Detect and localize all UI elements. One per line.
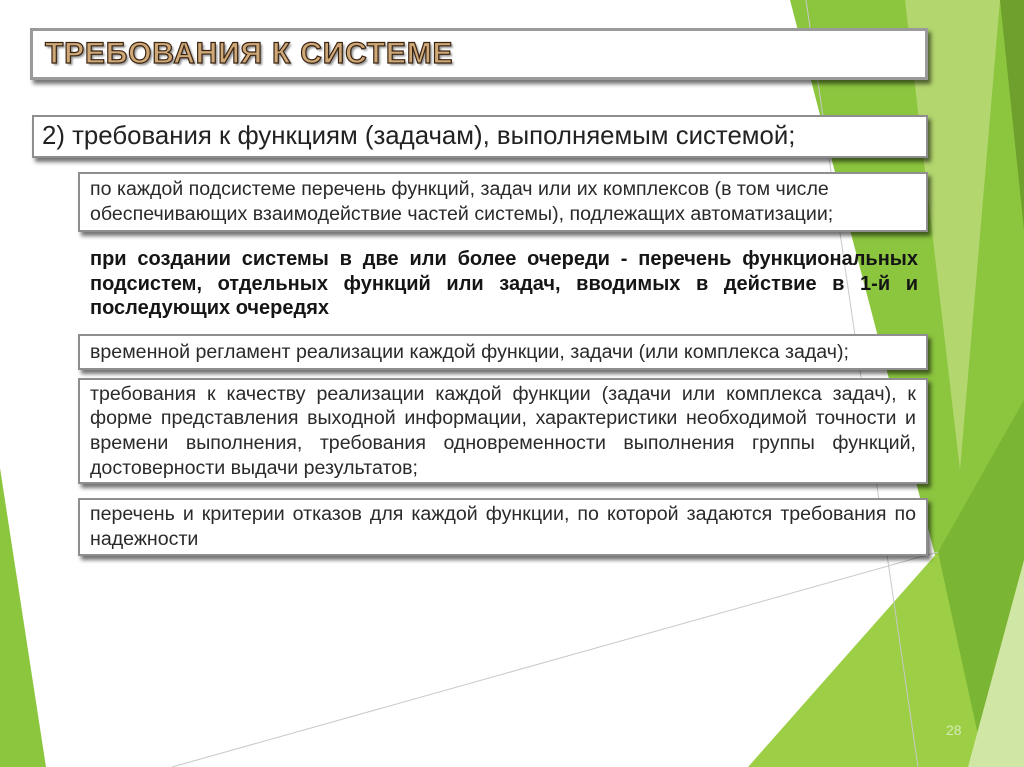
requirement-box-4 <box>78 498 928 556</box>
page-number: 28 <box>946 722 962 738</box>
requirement-box-2 <box>78 334 928 370</box>
requirement-box-1 <box>78 172 928 232</box>
requirement-text-3: требования к качеству реализации каждой функции (задачи или комплекса задач), к форме представления выходной информации, характеристики необходимой точности и времени выполнения, требования одновременности выполнения группы функций, достоверности выдачи результатов; <box>90 382 916 479</box>
requirement-text-1: по каждой подсистеме перечень функций, задач или их комплексов (в том числе обеспечивающих взаимодействие частей системы), подлежащих автоматизации; <box>90 178 834 225</box>
subtitle-box <box>32 115 928 158</box>
requirement-box-3 <box>78 378 928 484</box>
bold-note: при создании системы в две или более очереди - перечень функциональных подсистем, отдельных функций или задач, вводимых в действие в 1-й и последующих очередях <box>90 248 918 319</box>
requirement-text-4: перечень и критерии отказов для каждой функции, по которой задаются требования по надежности <box>90 503 916 550</box>
requirement-text-2: временной регламент реализации каждой функции, задачи (или комплекса задач); <box>90 340 849 363</box>
slide-subtitle: 2) требования к функциям (задачам), выполняемым системой; <box>42 122 796 150</box>
slide-title: ТРЕБОВАНИЯ К СИСТЕМЕ <box>45 37 454 70</box>
green-facet-left <box>0 468 46 767</box>
title-box <box>30 28 928 80</box>
